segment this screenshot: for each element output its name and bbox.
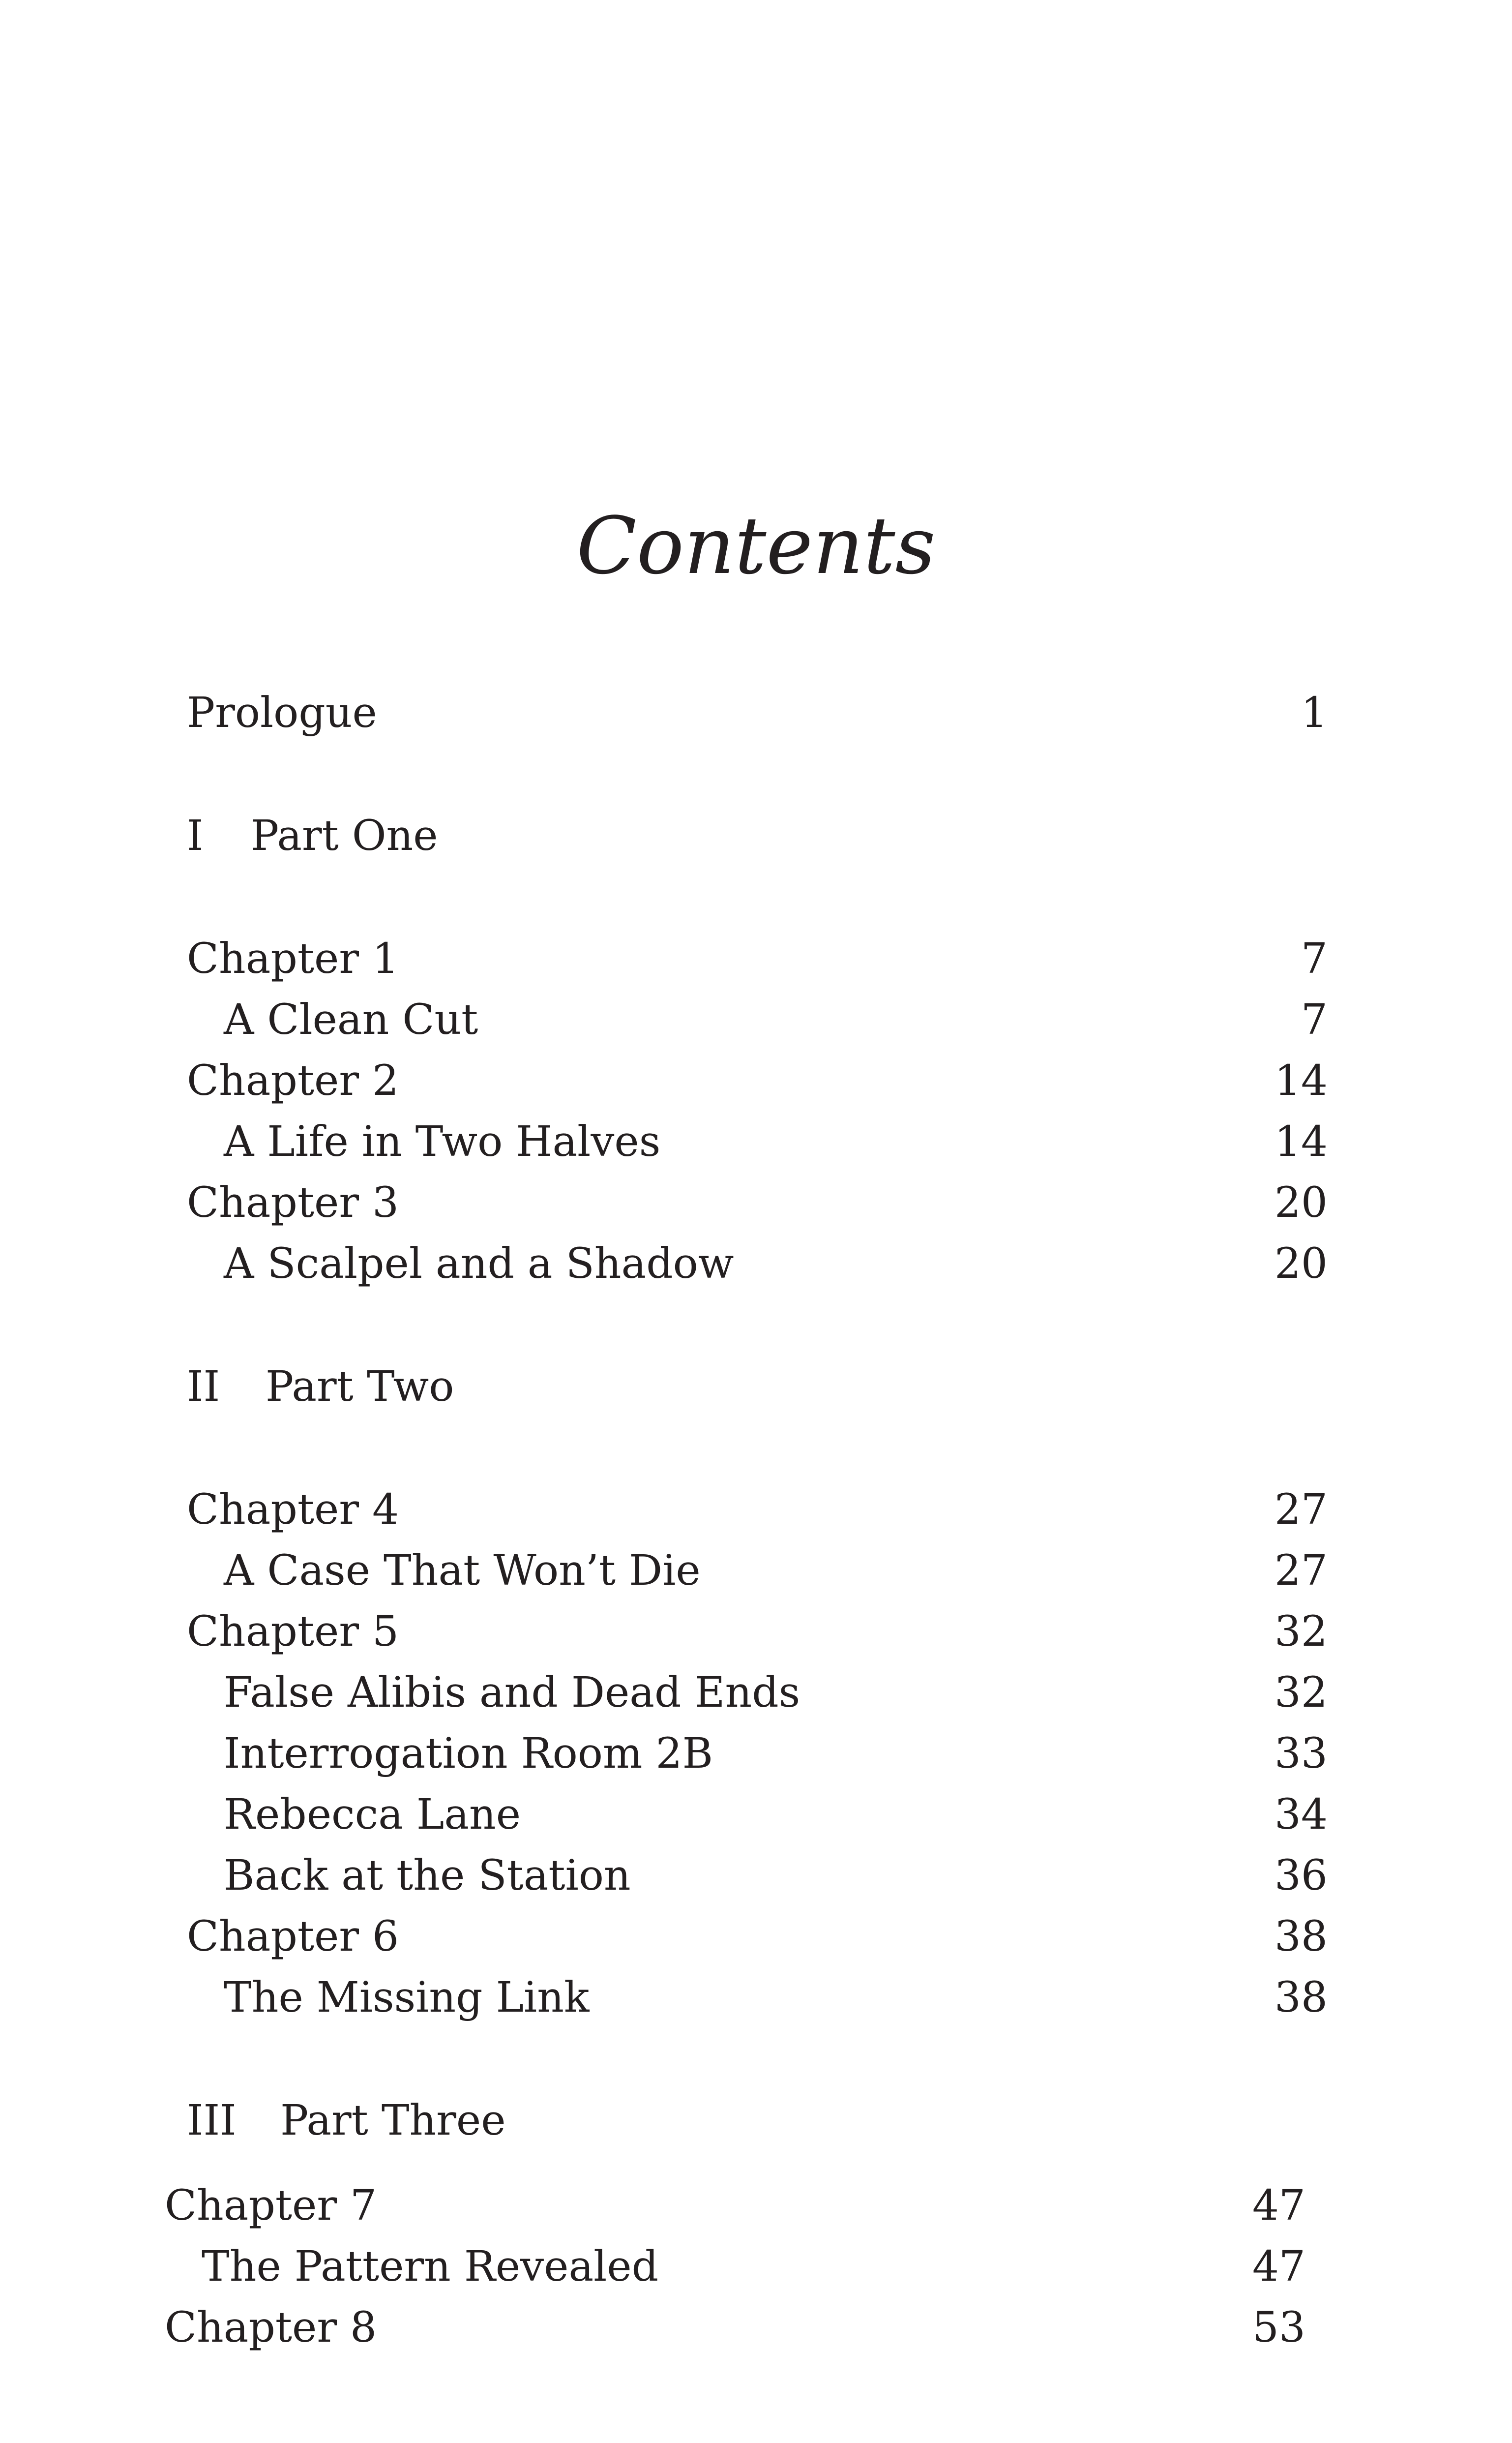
toc-entry-section[interactable]: [187, 1788, 1328, 1842]
part-number: I: [187, 812, 204, 860]
toc-entry-chapter[interactable]: [187, 1605, 1328, 1659]
toc-entry-chapter[interactable]: [187, 1483, 1328, 1537]
toc-entry-page: 33: [1274, 1729, 1328, 1778]
toc-entry-page: 47: [1252, 2181, 1305, 2230]
toc-entry-page: 32: [1274, 1668, 1328, 1717]
toc-entry-section[interactable]: [187, 1666, 1328, 1720]
toc-entry-section[interactable]: [187, 1971, 1328, 2025]
toc-entry-chapter[interactable]: [187, 1176, 1328, 1230]
toc-entry-label: Chapter 3: [187, 1178, 399, 1227]
toc-entry-chapter[interactable]: [187, 1910, 1328, 1964]
toc-entry-page: 7: [1301, 995, 1328, 1044]
part-number: II: [187, 1362, 220, 1411]
toc-entry-chapter[interactable]: [165, 2301, 1305, 2355]
toc-entry-section[interactable]: [187, 1115, 1328, 1169]
toc-entry-prologue[interactable]: [187, 686, 1328, 740]
toc-entry-label: Chapter 8: [165, 2303, 377, 2352]
toc-entry-page: 27: [1274, 1485, 1328, 1534]
toc-entry-page: 47: [1252, 2242, 1305, 2291]
toc-entry-label: Chapter 7: [165, 2181, 377, 2230]
toc-entry-label: Chapter 1: [187, 935, 399, 983]
toc-entry-label: A Life in Two Halves: [224, 1117, 661, 1166]
toc-entry-label: A Clean Cut: [224, 995, 478, 1044]
toc-entry-page: 32: [1274, 1607, 1328, 1656]
toc-entry-label: A Scalpel and a Shadow: [224, 1239, 734, 1288]
toc-entry-page: 14: [1274, 1056, 1328, 1105]
toc-entry-page: 34: [1274, 1790, 1328, 1839]
toc-part-heading-one[interactable]: [187, 809, 1328, 863]
toc-entry-label: A Case That Won’t Die: [224, 1546, 701, 1595]
toc-entry-label: False Alibis and Dead Ends: [224, 1668, 800, 1717]
toc-entry-section[interactable]: [165, 2240, 1305, 2294]
toc-entry-section[interactable]: [187, 1237, 1328, 1291]
toc-entry-label: The Pattern Revealed: [202, 2242, 659, 2291]
toc-entry-label: Chapter 2: [187, 1056, 399, 1105]
part-title: Part Two: [266, 1362, 454, 1411]
toc-part-heading-three[interactable]: [187, 2094, 1328, 2148]
toc-entry-chapter[interactable]: [187, 932, 1328, 986]
toc-entry-page: 14: [1274, 1117, 1328, 1166]
toc-entry-section[interactable]: [187, 1849, 1328, 1903]
toc-entry-section[interactable]: [187, 1544, 1328, 1598]
page-title: Contents: [576, 500, 936, 592]
part-number: III: [187, 2096, 237, 2145]
toc-entry-section[interactable]: [187, 1727, 1328, 1781]
toc-entry-chapter[interactable]: [187, 1054, 1328, 1108]
toc-entry-section[interactable]: [187, 993, 1328, 1047]
toc-entry-page: 38: [1274, 1912, 1328, 1961]
toc-entry-label: Chapter 5: [187, 1607, 399, 1656]
part-title: Part Three: [280, 2096, 506, 2145]
toc-entry-page: 20: [1274, 1178, 1328, 1227]
toc-entry-label: Back at the Station: [224, 1851, 631, 1900]
toc-entry-page: 7: [1301, 935, 1328, 983]
toc-entry-label: The Missing Link: [224, 1973, 590, 2022]
toc-entry-label: Chapter 4: [187, 1485, 399, 1534]
toc-entry-page: 36: [1274, 1851, 1328, 1900]
toc-entry-page: 53: [1252, 2303, 1305, 2352]
toc-entry-page: 38: [1274, 1973, 1328, 2022]
toc-part-heading-two[interactable]: [187, 1360, 1328, 1414]
toc-entry-page: 20: [1274, 1239, 1328, 1288]
toc-entry-page: 27: [1274, 1546, 1328, 1595]
toc-entry-label: Rebecca Lane: [224, 1790, 521, 1839]
toc-entry-label: Chapter 6: [187, 1912, 399, 1961]
toc-entry-label: Interrogation Room 2B: [224, 1729, 713, 1778]
toc-entry-chapter[interactable]: [165, 2179, 1305, 2233]
toc-entry-page: 1: [1301, 689, 1328, 737]
toc-entry-label: Prologue: [187, 689, 377, 737]
part-title: Part One: [251, 812, 438, 860]
